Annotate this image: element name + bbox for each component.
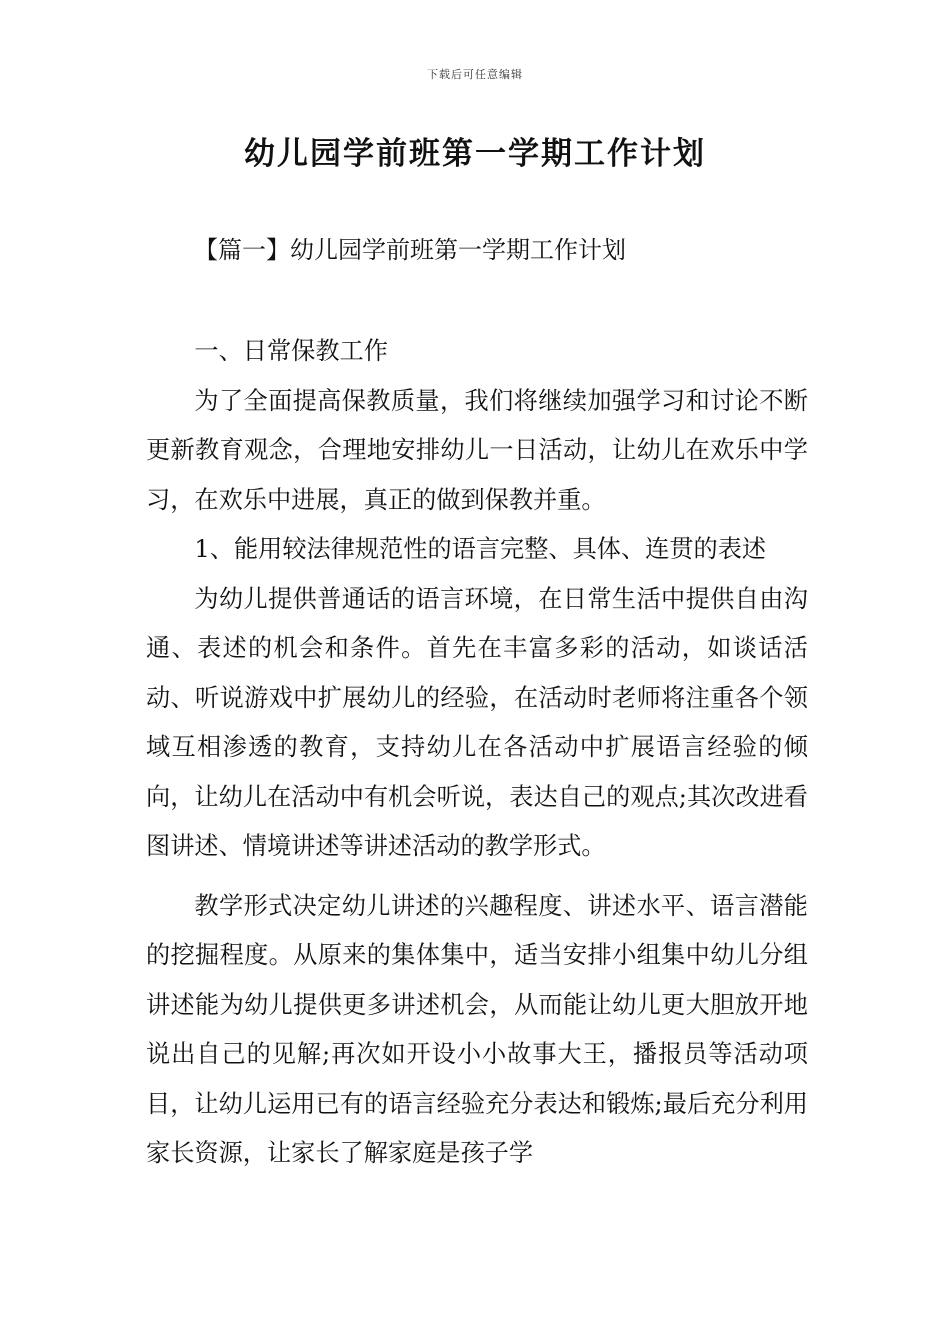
section-title: 【篇一】幼儿园学前班第一学期工作计划 (194, 236, 626, 264)
paragraph: 为了全面提高保教质量，我们将继续加强学习和讨论不断更新教育观念，合理地安排幼儿一日活动，让幼儿在欢乐中学习，在欢乐中进展，真正的做到保教并重。 (146, 386, 808, 514)
paragraph: 为幼儿提供普通话的语言环境，在日常生活中提供自由沟通、表述的机会和条件。首先在丰富多彩的活动，如谈话活动、听说游戏中扩展幼儿的经验，在活动时老师将注重各个领域互相渗透的教育，支持幼儿在各活动中扩展语言经验的倾向，让幼儿在活动中有机会听说，表达自己的观点;其次改进看图讲述、情境讲述等讲述活动的教学形式。 (146, 584, 808, 860)
document-body (146, 327, 808, 1179)
document-title: 幼儿园学前班第一学期工作计划 (244, 136, 706, 172)
paragraph: 教学形式决定幼儿讲述的兴趣程度、讲述水平、语言潜能的挖掘程度。从原来的集体集中，适当安排小组集中幼儿分组讲述能为幼儿提供更多讲述机会，从而能让幼儿更大胆放开地说出自己的见解;再次如开设小小故事大王，播报员等活动项目，让幼儿运用已有的语言经验充分表达和锻炼;最后充分利用家长资源，让家长了解家庭是孩子学 (146, 891, 808, 1167)
subsection-heading: 1、能用较法律规范性的语言完整、具体、连贯的表述 (194, 535, 767, 563)
subsection-heading: 一、日常保教工作 (194, 337, 388, 365)
header-note: 下载后可任意编辑 (427, 68, 523, 81)
